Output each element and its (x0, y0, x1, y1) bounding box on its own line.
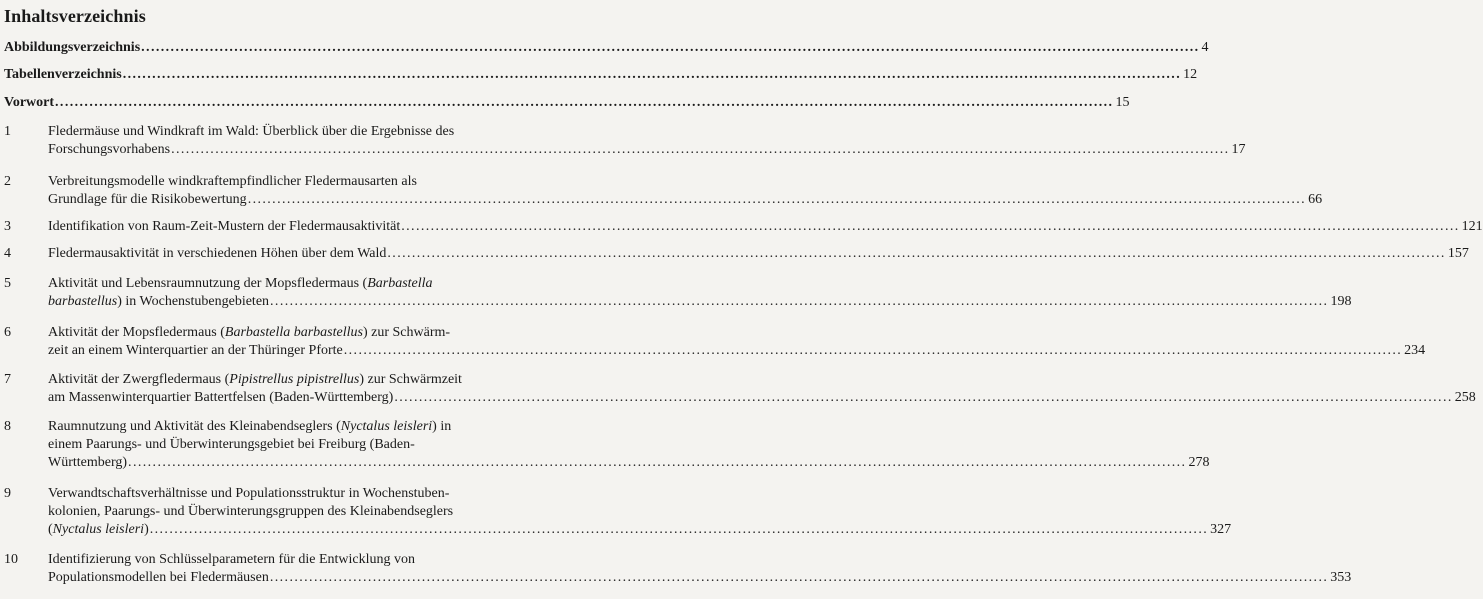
page-number: 157 (1447, 246, 1469, 261)
page-number: 234 (1404, 343, 1426, 358)
chapter-number: 3 (4, 219, 11, 234)
chapter-number: 5 (4, 276, 11, 291)
chapter-number: 7 (4, 372, 11, 387)
page-number: 258 (1454, 390, 1476, 405)
page-number: 353 (1330, 570, 1352, 585)
toc-entry-chapter-5[interactable]: 5 Aktivität und Lebensraumnutzung der Mopsfledermaus (Barbastella barbastellus) in Wochenstubengebieten ........................................................................................................................................................................................................................ 198 (4, 276, 1352, 309)
page-number: 278 (1188, 455, 1210, 470)
page-number: 12 (1183, 67, 1198, 82)
page-number: 121 (1461, 219, 1483, 234)
page-number: 17 (1231, 142, 1246, 157)
page-number: 4 (1201, 40, 1209, 55)
chapter-number: 10 (4, 552, 18, 567)
chapter-number: 2 (4, 174, 11, 189)
toc-entry-chapter-1[interactable]: 1 Fledermäuse und Windkraft im Wald: Überblick über die Ergebnisse des Forschungsvorhabens ........................................................................................................................................................................................................................ 17 (4, 124, 1246, 157)
toc-entry-chapter-10[interactable]: 10 Identifizierung von Schlüsselparametern für die Entwicklung von Populationsmodellen bei Fledermäusen ........................................................................................................................................................................................................................ 353 (4, 552, 1352, 585)
toc-entry-chapter-6[interactable]: 6 Aktivität der Mopsfledermaus (Barbastella barbastellus) zur Schwärm- zeit an einem Winterquartier an der Thüringer Pforte ........................................................................................................................................................................................................................ 234 (4, 325, 1426, 358)
toc-entry-chapter-2[interactable]: 2 Verbreitungsmodelle windkraftempfindlicher Fledermausarten als Grundlage für die Risikobewertung ........................................................................................................................................................................................................................ 66 (4, 174, 1323, 207)
chapter-number: 4 (4, 246, 11, 261)
page-title: Inhaltsverzeichnis (4, 6, 146, 26)
chapter-number: 8 (4, 419, 11, 434)
chapter-number: 6 (4, 325, 11, 340)
page-number: 327 (1210, 522, 1232, 537)
toc-entry-chapter-7[interactable]: 7 Aktivität der Zwergfledermaus (Pipistrellus pipistrellus) zur Schwärmzeit am Massenwinterquartier Battertfelsen (Baden-Württemberg) ........................................................................................................................................................................................................................ 258 (4, 372, 1476, 405)
page-number: 198 (1330, 294, 1352, 309)
toc-entry-chapter-9[interactable]: 9 Verwandtschaftsverhältnisse und Populationsstruktur in Wochenstuben- kolonien, Paarungs- und Überwinterungsgruppen des Kleinabendseglers (Nyctalus leisleri) ........................................................................................................................................................................................................................ 327 (4, 486, 1232, 537)
chapter-number: 9 (4, 486, 11, 501)
chapter-number: 1 (4, 124, 11, 139)
page-number: 66 (1308, 192, 1323, 207)
toc-entry-chapter-8[interactable]: 8 Raumnutzung und Aktivität des Kleinabendseglers (Nyctalus leisleri) in einem Paarungs- und Überwinterungsgebiet bei Freiburg (Baden- Württemberg) ........................................................................................................................................................................................................................ 278 (4, 419, 1210, 470)
toc-page: Inhaltsverzeichnis Abbildungsverzeichnis ........................................................................................................................................................................................................................ 4 Tabellenverzeichnis ........................................................................................................................................................................................................................ 12 Vorwort ........................................................................................................................................................................................................................ 15 1 Fledermäuse und Windkraft im Wald: Überblick über die Ergebnisse des Forschungsvorhabens ........................................................................................................................................................................................................................ 17 2 Verbreitungsmodelle windkraftempfindlicher Fledermausarten als Grundlage für die Risikobewertung ........................................................................................................................................................................................................................ 66 3 Identifikation von Raum-Zeit-Mustern der Fledermausaktivität ........................................................................................................................................................................................................................ 121 4 Fledermausaktivität in verschiedenen Höhen über dem Wald ........................................................................................................................................................................................................................ 157 5 Aktivität und Lebensraumnutzung der Mopsfledermaus (Barbastella barbastellus) in Wochenstubengebieten ........................................................................................................................................................................................................................ 198 6 Aktivität der Mopsfledermaus (Barbastella barbastellus) zur Schwärm- zeit an einem Winterquartier an der Thüringer Pforte ........................................................................................................................................................................................................................ 234 7 Aktivität der Zwergfledermaus (Pipistrellus pipistrellus) zur Schwärmzeit am Massenwinterquartier Battertfelsen (Baden-Württemberg) ........................................................................................................................................................................................................................ 258 8 Raumnutzung und Aktivität des Kleinabendseglers (Nyctalus leisleri) in einem Paarungs- und Überwinterungsgebiet bei Freiburg (Baden- Württemberg) ........................................................................................................................................................................................................................ 278 9 Verwandtschaftsverhältnisse und Populationsstruktur in Wochenstuben- kolonien, Paarungs- und Überwinterungsgruppen des Kleinabendseglers (Nyctalus leisleri) ........................................................................................................................................................................................................................ 327 10 Identifizierung von Schlüsselparametern für die Entwicklung von Populationsmodellen bei Fledermäusen ........................................................................................................................................................................................................................ 353 (0, 0, 600, 599)
page-number: 15 (1115, 95, 1130, 110)
